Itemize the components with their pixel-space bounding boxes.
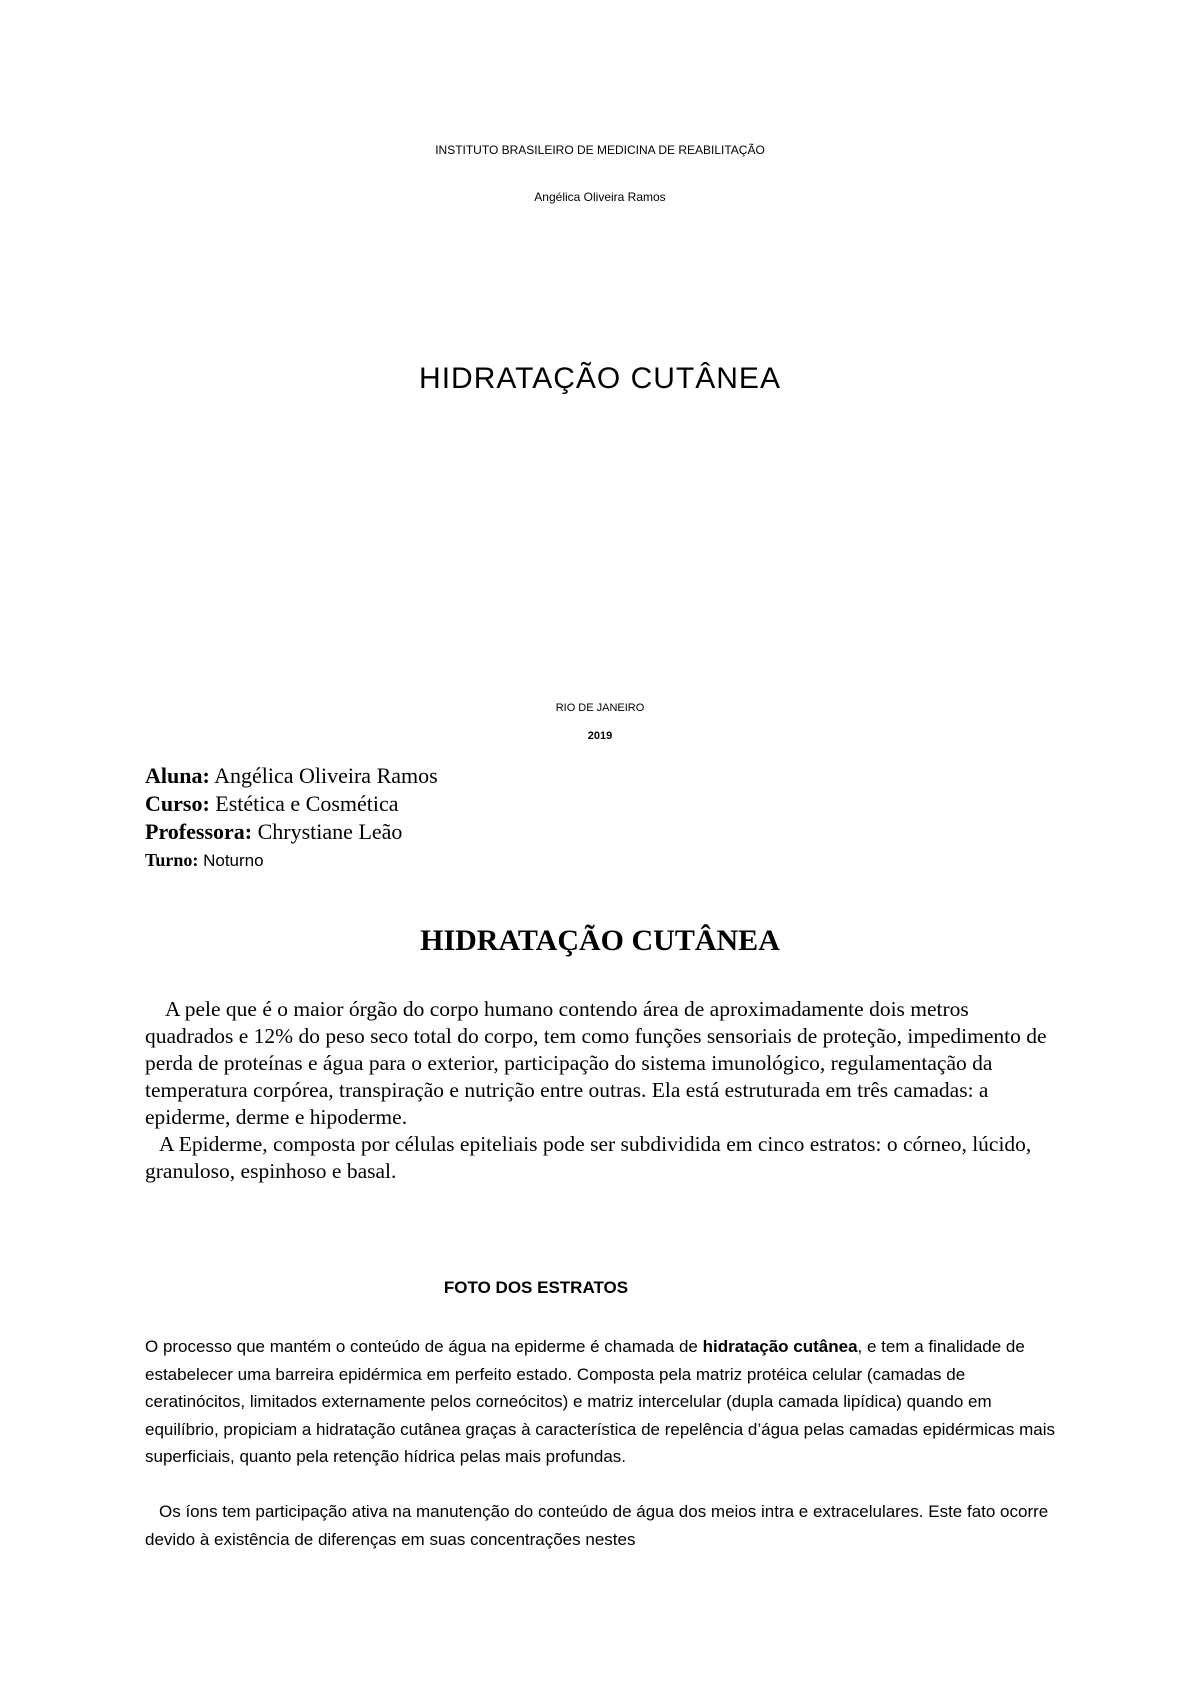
- info-curso: [145, 790, 399, 818]
- info-professora-value: Chrystiane Leão: [252, 819, 403, 844]
- paragraph-ions: Os íons tem participação ativa na manutenção do conteúdo de água dos meios intra e extracelulares. Este fato ocorre devido à existência de diferenças em suas concentrações nestes: [145, 1502, 1049, 1549]
- info-professora: [145, 818, 402, 846]
- document-title: HIDRATAÇÃO CUTÂNEA: [420, 924, 780, 957]
- info-curso-label: Curso:: [145, 791, 210, 816]
- info-professora-label: Professora:: [145, 819, 253, 844]
- paragraph-epidermis: A Epiderme, composta por células epiteliais pode ser subdividida em cinco estratos: o córneo, lúcido, granuloso, espinhoso e basal.: [145, 1132, 1032, 1183]
- photo-heading: FOTO DOS ESTRATOS: [443, 1278, 629, 1297]
- info-aluna-label: Aluna:: [145, 763, 210, 788]
- cover-year: 2019: [587, 730, 613, 742]
- info-turno: [145, 846, 264, 875]
- paragraph-hydration-text-1: O processo que mantém o conteúdo de água na epiderme é chamada de: [145, 1337, 703, 1356]
- info-aluna: [145, 762, 438, 790]
- cover-author: Angélica Oliveira Ramos: [534, 190, 666, 204]
- cover-city: RIO DE JANEIRO: [555, 702, 645, 714]
- cover-title: HIDRATAÇÃO CUTÂNEA: [419, 362, 781, 395]
- paragraph-hydration-text-2: , e tem a finalidade de estabelecer uma barreira epidérmica em perfeito estado. Composta pela matriz protéica celular (camadas de ceratinócitos, limitados externamente pelos corneócitos) e matriz intercelular (dupla camada lipídica) quando em equilíbrio, propiciam a hidratação cutânea graças à característica de repelência d’água pelas camadas epidérmicas mais superficiais, quanto pela retenção hídrica pelas mais profundas.: [145, 1337, 1055, 1466]
- paragraph-hydration-term: hidratação cutânea: [702, 1337, 858, 1356]
- info-curso-value: Estética e Cosmética: [209, 791, 399, 816]
- paragraph-skin-intro: A pele que é o maior órgão do corpo humano contendo área de aproximadamente dois metros quadrados e 12% do peso seco total do corpo, tem como funções sensoriais de proteção, impedimento de perda de proteínas e água para o exterior, participação do sistema imunológico, regulamentação da temperatura corpórea, transpiração e nutrição entre outras. Ela está estruturada em três camadas: a epiderme, derme e hipoderme.: [145, 997, 1047, 1129]
- info-aluna-value: Angélica Oliveira Ramos: [209, 763, 438, 788]
- paragraph-hydration-process: [145, 1333, 1055, 1471]
- info-turno-label: Turno:: [145, 850, 199, 870]
- institute-name: INSTITUTO BRASILEIRO DE MEDICINA DE REABILITAÇÃO: [435, 143, 765, 157]
- info-turno-value: Noturno: [198, 851, 264, 870]
